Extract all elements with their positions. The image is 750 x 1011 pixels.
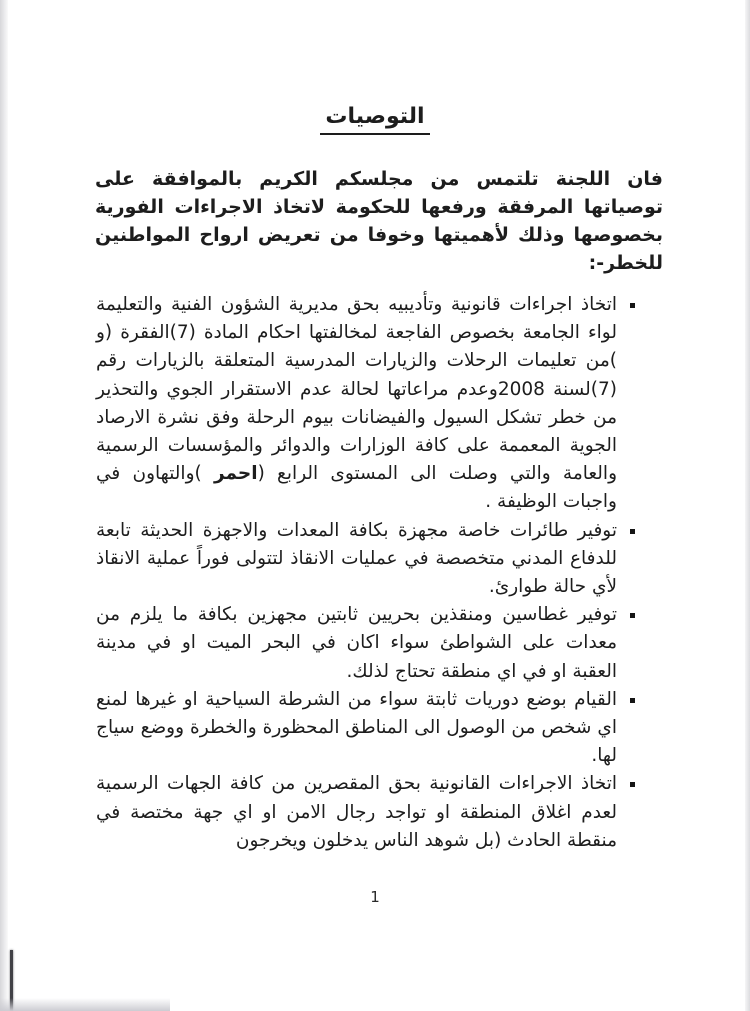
page-title: التوصيات: [320, 104, 429, 135]
recommendation-text: اتخاذ اجراءات قانونية وتأديبيه بحق مديرية الشؤون الفنية والتعليمة لواء الجامعة بخصوص الفاجعة لمخالفتها احكام المادة (7)الفقرة (و )من تعليمات الرحلات والزيارات المدرسية المتعلقة بالزيارات رقم (7)لسنة 2008وعدم مراعاتها لحالة عدم الاستقرار الجوي والتحذير من خطر تشكل السيول والفيضانات بيوم الرحلة وفق نشرة الارصاد الجوية المعممة على كافة الوزارات والدوائر والمؤسسات الرسمية والعامة والتي وصلت الى المستوى الرابع (: [96, 294, 617, 485]
bullet-dot-icon: [630, 613, 635, 618]
bullet-dot-icon: [630, 782, 635, 787]
recommendation-text: اتخاذ الاجراءات القانونية بحق المقصرين من كافة الجهات الرسمية لعدم اغلاق المنطقة او تواجد رجال الامن او اي جهة مختصة في منقطة الحادث (بل شوهد الناس يدخلون ويخرجون: [96, 773, 617, 851]
page-number: 1: [370, 888, 380, 906]
intro-paragraph: فان اللجنة تلتمس من مجلسكم الكريم بالموافقة على توصياتها المرفقة ورفعها للحكومة لاتخاذ الاجراءات الفورية بخصوصها وذلك لأهميتها وخوفا من تعريض ارواح المواطنين للخطر-:: [95, 168, 663, 274]
scan-edge-left: [0, 0, 8, 1011]
recommendations-list: [96, 291, 617, 855]
recommendation-item: [96, 291, 617, 517]
bullet-dot-icon: [630, 529, 635, 534]
recommendation-text: توفير غطاسين ومنقذين بحريين ثابتين مجهزين بكافة ما يلزم من معدات على الشواطئ سواء اكان في البحر الميت او في مدينة العقبة او في اي منطقة تحتاج لذلك.: [96, 604, 617, 682]
recommendation-text: القيام بوضع دوريات ثابتة سواء من الشرطة السياحية او غيرها لمنع اي شخص من الوصول الى المناطق المحظورة والخطرة ووضع سياج لها.: [96, 688, 617, 767]
recommendation-text: توفير طائرات خاصة مجهزة بكافة المعدات والاجهزة الحديثة تابعة للدفاع المدني متخصصة في عمليات الانقاذ لتتولى فوراً عملية الانقاذ لأي حالة طوارئ.: [96, 519, 617, 598]
recommendation-item: [96, 601, 617, 686]
scan-corner-smudge: [0, 998, 170, 1011]
bullet-dot-icon: [630, 698, 635, 703]
bullet-dot-icon: [630, 303, 635, 308]
title-row: [0, 0, 750, 135]
recommendation-item: [96, 686, 617, 771]
recommendation-item: [96, 517, 617, 602]
scan-edge-right: [745, 0, 750, 1011]
recommendation-text-after: )والتهاون في واجبات الوظيفة .: [96, 463, 617, 513]
recommendation-bold-word: احمر: [213, 463, 258, 485]
recommendation-item: [96, 770, 617, 855]
